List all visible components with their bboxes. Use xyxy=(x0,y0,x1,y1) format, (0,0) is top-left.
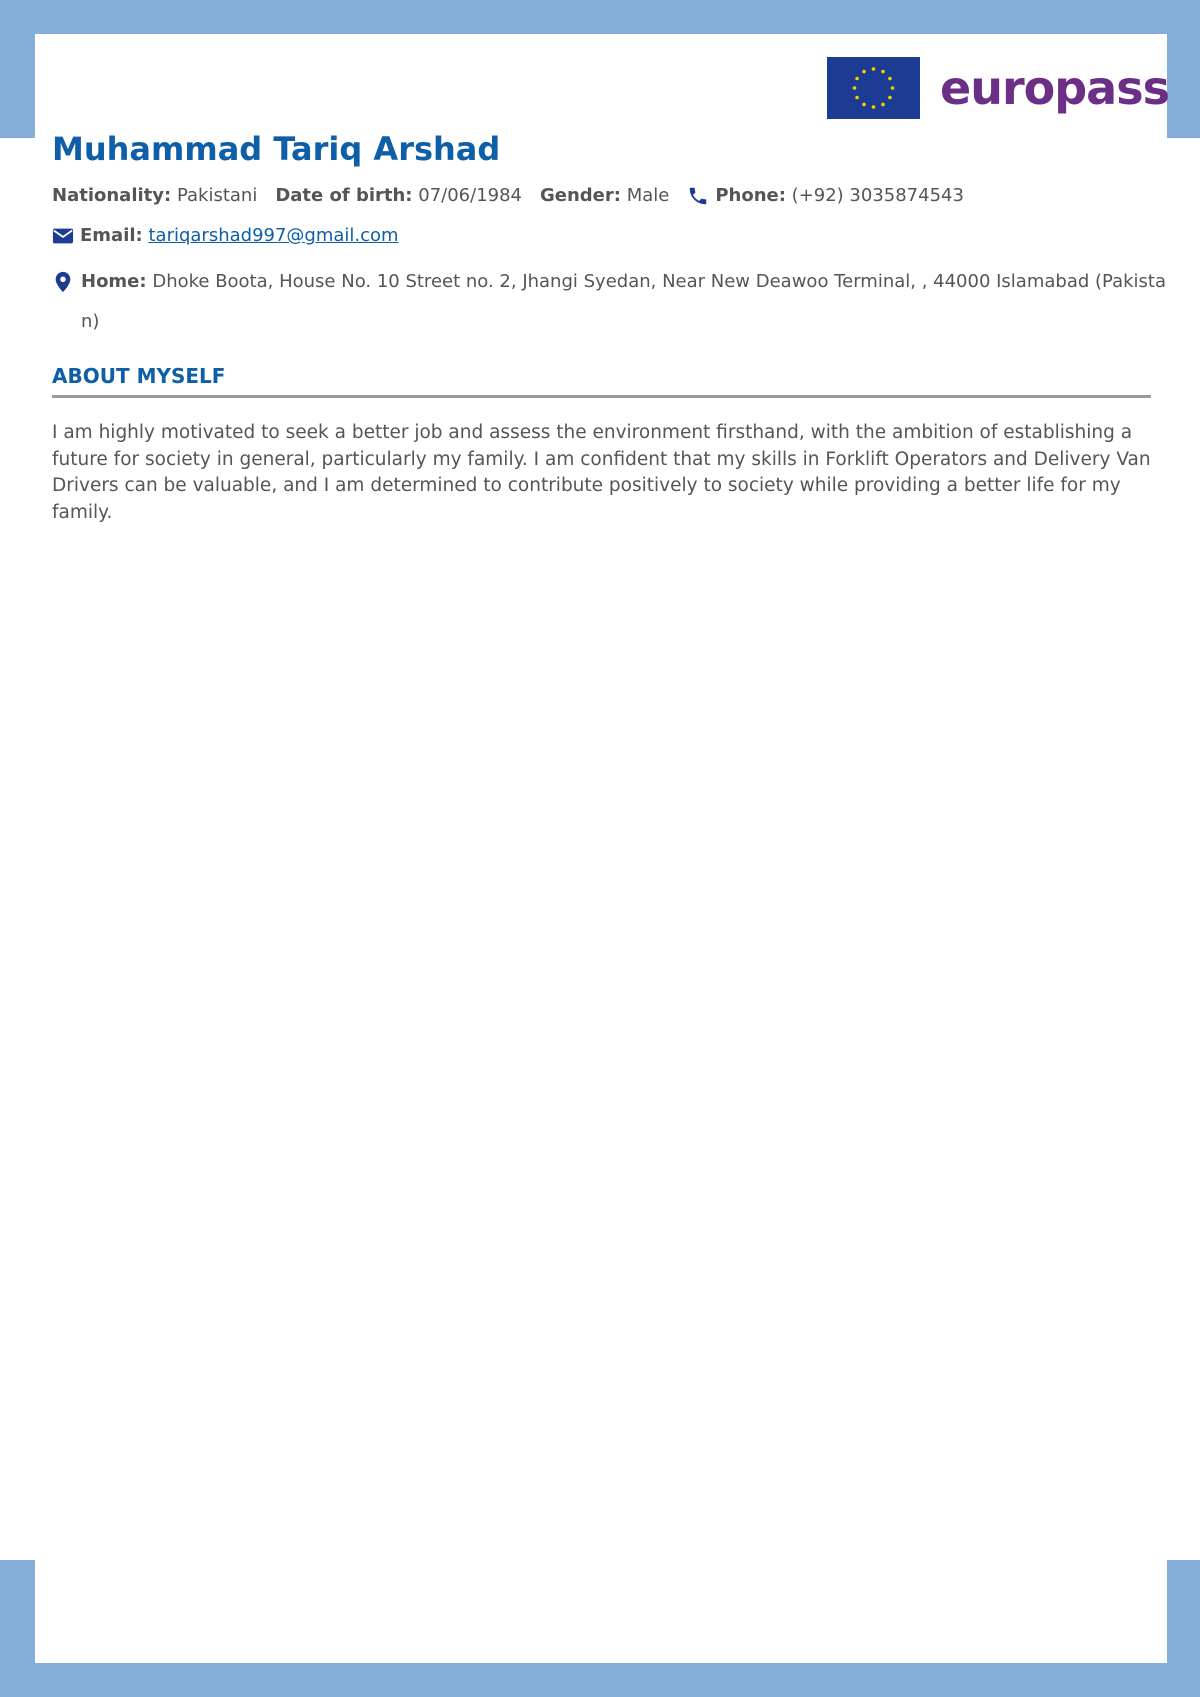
eu-flag-icon xyxy=(827,57,920,119)
eu-star-icon xyxy=(891,86,895,90)
eu-star-icon xyxy=(881,70,885,74)
gender-label: Gender: xyxy=(540,185,621,206)
phone-value: (+92) 3035874543 xyxy=(791,185,964,206)
about-text: I am highly motivated to seek a better job and assess the environment firsthand, with the ambition of establishing a future for society in general, particularly my family. I am confident that my skills in Forklift Operators and Delivery Van Drivers can be valuable, and I am determined to contribute positively to society while providing a better life for my family. xyxy=(52,422,1151,523)
home-value: Dhoke Boota, House No. 10 Street no. 2, Jhangi Syedan, Near New Deawoo Terminal, , 44000 Islamabad (Pakistan) xyxy=(81,271,1166,332)
frame-top-band xyxy=(0,0,1200,34)
home-label: Home: xyxy=(81,271,147,292)
personal-details-line xyxy=(52,184,964,208)
gender-value: Male xyxy=(626,185,670,206)
eu-star-icon xyxy=(872,105,876,109)
section-divider xyxy=(52,395,1151,398)
logo-text: europass xyxy=(940,61,1169,115)
phone-icon xyxy=(687,185,709,207)
frame-bottom-band xyxy=(0,1663,1200,1697)
email-label: Email: xyxy=(80,225,143,246)
frame-top-left xyxy=(0,0,35,138)
home-address xyxy=(52,262,1182,342)
about-section-title: ABOUT MYSELF xyxy=(52,364,226,388)
envelope-icon xyxy=(52,225,74,247)
eu-star-icon xyxy=(881,103,885,107)
eu-star-icon xyxy=(862,103,866,107)
nationality-value: Pakistani xyxy=(176,185,258,206)
person-name: Muhammad Tariq Arshad xyxy=(52,130,501,168)
nationality-label: Nationality: xyxy=(52,185,172,206)
eu-star-icon xyxy=(855,77,859,81)
dob-value: 07/06/1984 xyxy=(418,185,522,206)
eu-star-icon xyxy=(855,96,859,100)
eu-star-icon xyxy=(872,67,876,71)
email-link[interactable]: tariqarshad997@gmail.com xyxy=(148,225,399,246)
phone-label: Phone: xyxy=(715,185,786,206)
eu-star-icon xyxy=(888,96,892,100)
dob-label: Date of birth: xyxy=(275,185,413,206)
frame-top-right xyxy=(1167,0,1200,138)
email-line xyxy=(52,224,399,248)
eu-star-icon xyxy=(862,70,866,74)
europass-logo xyxy=(827,57,1169,119)
eu-star-icon xyxy=(853,86,857,90)
map-pin-icon xyxy=(52,271,74,293)
eu-star-icon xyxy=(888,77,892,81)
